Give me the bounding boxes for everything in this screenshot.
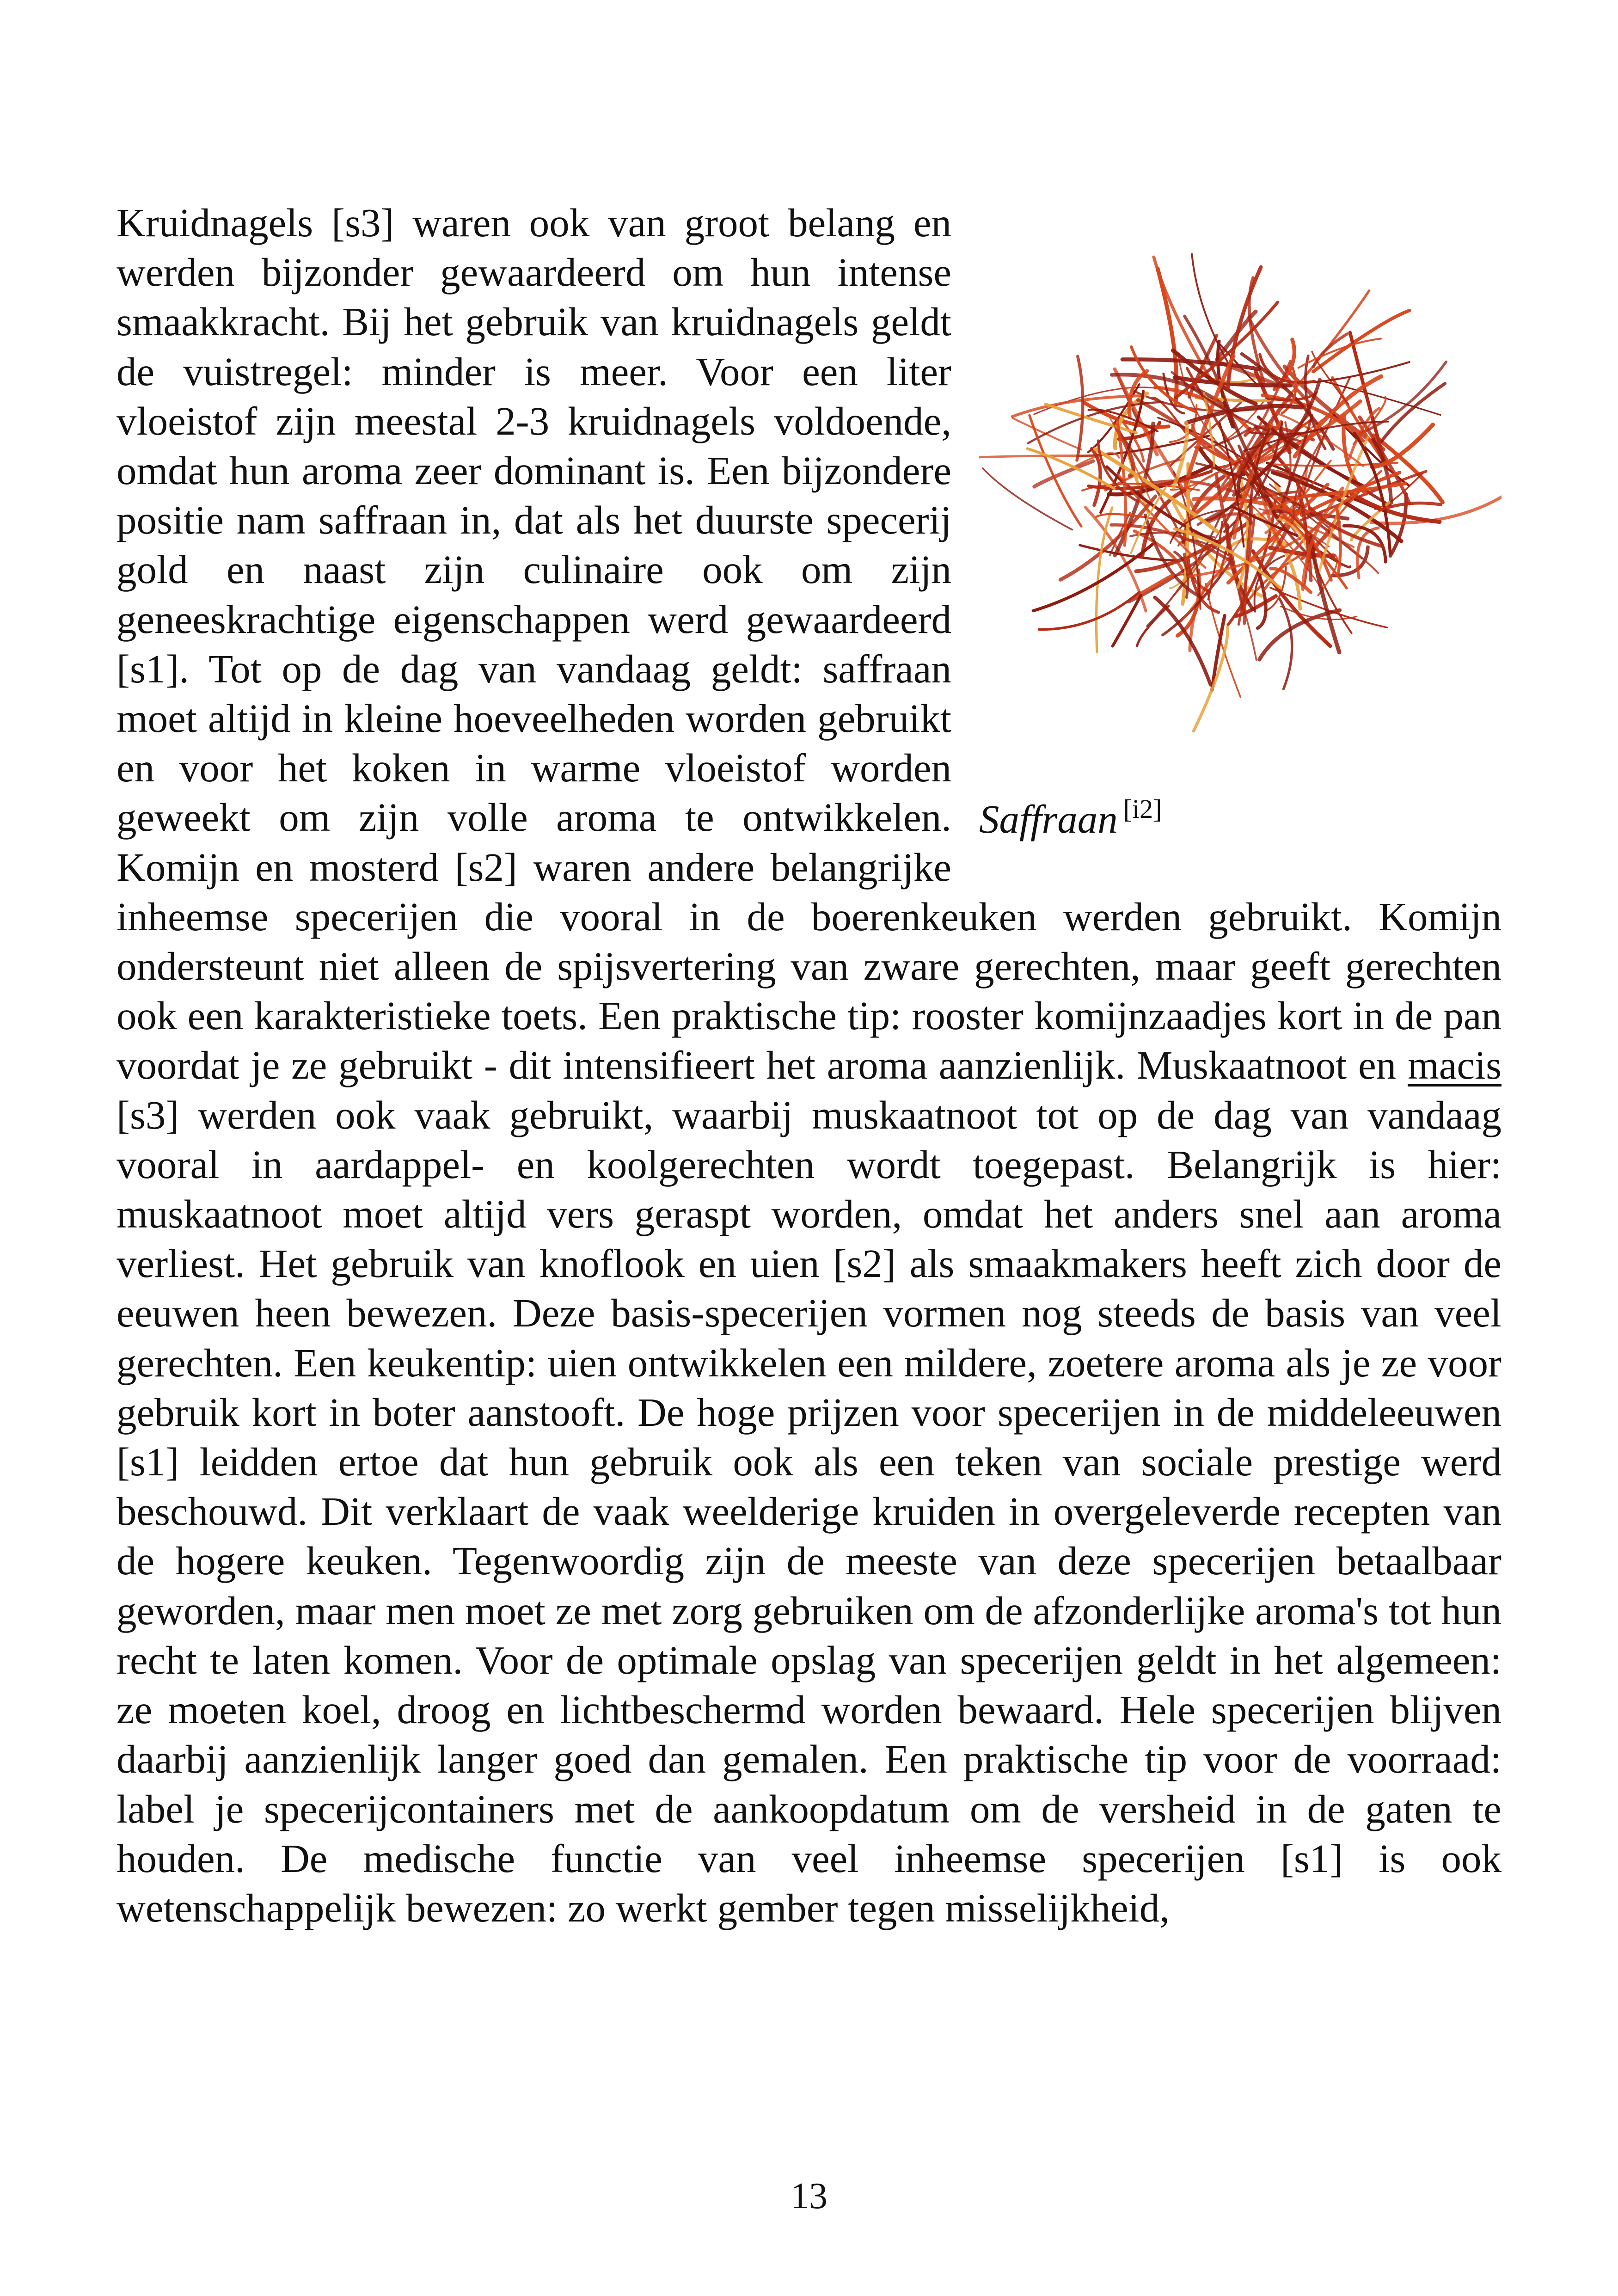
saffron-thread [1136,576,1172,596]
saffron-thread [1060,496,1156,580]
page-number: 13 [791,2176,827,2216]
macis-link[interactable]: macis [1408,1043,1502,1088]
saffron-thread [1206,584,1240,697]
body-text-segment-1: Kruidnagels [s3] waren ook van groot belang en werden bijzonder gewaardeerd om hun intense smaakkracht. Bij het gebruik van kruidnagels geldt de vuistregel: minder is meer. Voor een liter vloeistof zijn meestal 2-3 kruidnagels voldoende, omdat hun aroma zeer dominant is. Een bijzondere positie nam saffraan in, dat als het duurste specerij gold en naast zijn culinaire ook om zijn geneeskrachtige eigenschappen werd gewaardeerd [s1]. Tot op de dag van vandaag geldt: saffraan moet altijd in kleine hoeveelheden worden gebruikt en voor het koken in warme vloeistof worden geweekt om zijn volle aroma te ontwikkelen. Komijn en mosterd [s2] waren andere belangrijke inheemse specerijen die vooral in de boerenkeuken werden gebruikt. Komijn ondersteunt niet alleen de spijsvertering van zware gerechten, maar geeft gerechten ook een karakteristieke toets. Een praktische tip: rooster komijnzaadjes kort in de pan voordat je ze gebruikt - dit intensifieert het aroma aanzienlijk. Muskaatnoot en [116,200,1502,1088]
saffron-thread [1077,356,1083,460]
caption-text: Saffraan [979,797,1118,841]
body-text-segment-2: [s3] werden ook vaak gebruikt, waarbij muskaatnoot tot op de dag van vandaag vooral in aardappel- en koolgerechten wordt toegepast. Belangrijk is hier: muskaatnoot moet altijd vers geraspt worden, omdat het anders snel aan aroma verliest. Het gebruik van knoflook en uien [s2] als smaakmakers heeft zich door de eeuwen heen bewezen. Deze basis-specerijen vormen nog steeds de basis van veel gerechten. Een keukentip: uien ontwikkelen een mildere, zoetere aroma als je ze voor gebruik kort in boter aanstooft. De hoge prijzen voor specerijen in de middeleeuwen [s1] leidden ertoe dat hun gebruik ook als een teken van sociale prestige werd beschouwd. Dit verklaart de vaak weelderige kruiden in overgeleverde recepten van de hogere keuken. Tegenwoordig zijn de meeste van deze specerijen betaalbaar geworden, maar men moet ze met zorg gebruiken om de afzonderlijke aroma's tot hun recht te laten komen. Voor de optimale opslag van specerijen geldt in het algemeen: ze moeten koel, droog en lichtbeschermd worden bewaard. Hele specerijen blijven daarbij aanzienlijk langer goed dan gemalen. Een praktische tip voor de voorraad: label je specerijcontainers met de aankoopdatum om de versheid in de gaten te houden. De medische functie van veel inheemse specerijen [s1] is ook wetenschappelijk bewezen: zo werkt gember tegen misselijkheid, [116,1092,1502,1930]
body-text [116,198,1502,1933]
saffron-thread [1194,627,1228,731]
saffron-image [979,253,1502,753]
caption-reference: [i2] [1123,794,1162,824]
saffron-thread [983,468,1073,530]
saffron-thread [1313,311,1410,372]
saffron-thread [1354,433,1390,553]
saffron-thread [1208,522,1222,600]
saffron-figure [979,198,1502,880]
saffron-thread [1350,332,1386,468]
figure-caption [979,794,1502,844]
saffron-thread [1034,461,1093,486]
saffron-thread [1137,606,1169,646]
saffron-thread [1280,599,1292,689]
saffron-thread [1318,437,1368,574]
